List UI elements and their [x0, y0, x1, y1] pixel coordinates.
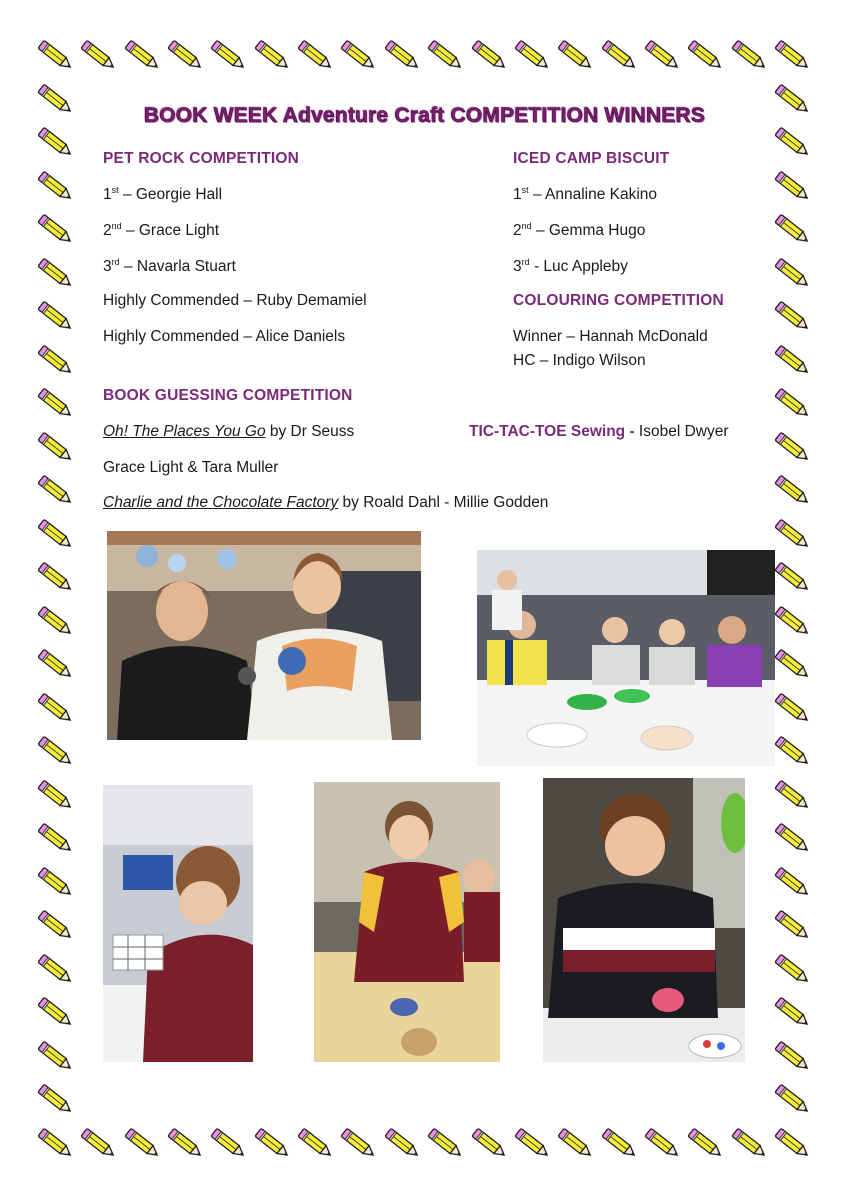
- pencil-icon: [121, 34, 165, 78]
- pencil-icon: [424, 1122, 468, 1166]
- photo-rock-painting-student: [543, 778, 745, 1062]
- pencil-icon: [294, 34, 338, 78]
- pencil-icon: [34, 948, 78, 992]
- pencil-icon: [771, 904, 815, 948]
- pencil-icon: [34, 991, 78, 1035]
- pencil-icon: [34, 469, 78, 513]
- tictactoe-entry: TIC-TAC-TOE Sewing - Isobel Dwyer: [469, 423, 729, 440]
- pencil-icon: [337, 1122, 381, 1166]
- pencil-icon: [34, 165, 78, 209]
- pencil-icon: [251, 34, 295, 78]
- book-guessing-winners-1: Grace Light & Tara Muller: [103, 459, 279, 476]
- pencil-icon: [771, 513, 815, 557]
- pencil-icon: [771, 469, 815, 513]
- pencil-icon: [641, 1122, 685, 1166]
- pencil-icon: [34, 861, 78, 905]
- pencil-icon: [34, 513, 78, 557]
- pencil-icon: [771, 600, 815, 644]
- colouring-heading: COLOURING COMPETITION: [513, 292, 724, 309]
- pencil-icon: [771, 948, 815, 992]
- pencil-icon: [34, 34, 78, 78]
- pencil-icon: [337, 34, 381, 78]
- pencil-icon: [771, 1122, 815, 1166]
- pencil-icon: [34, 1078, 78, 1122]
- pencil-icon: [771, 295, 815, 339]
- pencil-icon: [771, 774, 815, 818]
- pencil-icon: [554, 34, 598, 78]
- pencil-icon: [771, 643, 815, 687]
- pencil-icon: [34, 556, 78, 600]
- pencil-icon: [207, 34, 251, 78]
- pencil-icon: [598, 34, 642, 78]
- pencil-icon: [771, 382, 815, 426]
- pencil-icon: [771, 817, 815, 861]
- pencil-icon: [598, 1122, 642, 1166]
- pencil-icon: [511, 34, 555, 78]
- pet-rock-second: 2nd – Grace Light: [103, 221, 219, 239]
- pencil-icon: [34, 252, 78, 296]
- photo-biscuit-decorating: [477, 550, 775, 766]
- book-title: Oh! The Places You Go: [103, 423, 266, 440]
- pencil-icon: [34, 687, 78, 731]
- iced-biscuit-first: 1st – Annaline Kakino: [513, 185, 658, 203]
- pencil-icon: [34, 643, 78, 687]
- iced-biscuit-second: 2nd – Gemma Hugo: [513, 221, 646, 239]
- pencil-icon: [771, 556, 815, 600]
- pencil-icon: [771, 861, 815, 905]
- pencil-icon: [164, 1122, 208, 1166]
- pencil-icon: [294, 1122, 338, 1166]
- pencil-icon: [771, 252, 815, 296]
- pencil-icon: [771, 34, 815, 78]
- pencil-icon: [468, 34, 512, 78]
- book-guessing-heading: BOOK GUESSING COMPETITION: [103, 387, 353, 404]
- pencil-icon: [34, 1122, 78, 1166]
- pencil-icon: [34, 730, 78, 774]
- pencil-icon: [34, 208, 78, 252]
- pencil-icon: [121, 1122, 165, 1166]
- pet-rock-hc1: Highly Commended – Ruby Demamiel: [103, 292, 367, 309]
- pencil-icon: [771, 687, 815, 731]
- book-guessing-entry-2: Charlie and the Chocolate Factory by Roald Dahl - Millie Godden: [103, 494, 549, 511]
- pencil-icon: [771, 1035, 815, 1079]
- page-title: BOOK WEEK Adventure Craft COMPETITION WINNERS: [143, 104, 706, 127]
- book-title: Charlie and the Chocolate Factory: [103, 494, 339, 511]
- pencil-icon: [77, 34, 121, 78]
- book-guessing-entry-1: Oh! The Places You Go by Dr Seuss: [103, 423, 355, 440]
- pencil-icon: [684, 34, 728, 78]
- pencil-icon: [34, 774, 78, 818]
- pencil-icon: [771, 426, 815, 470]
- pencil-icon: [771, 730, 815, 774]
- pencil-icon: [554, 1122, 598, 1166]
- pencil-icon: [34, 904, 78, 948]
- photo-pet-rock-winners: [107, 531, 421, 740]
- pencil-icon: [381, 1122, 425, 1166]
- pet-rock-first: 1st – Georgie Hall: [103, 185, 223, 203]
- pencil-icon: [207, 1122, 251, 1166]
- pencil-icon: [641, 34, 685, 78]
- pencil-icon: [381, 34, 425, 78]
- pencil-icon: [34, 382, 78, 426]
- pencil-icon: [34, 817, 78, 861]
- pencil-icon: [424, 34, 468, 78]
- pencil-icon: [771, 208, 815, 252]
- pencil-icon: [684, 1122, 728, 1166]
- pencil-icon: [34, 1035, 78, 1079]
- pencil-icon: [511, 1122, 555, 1166]
- pencil-icon: [728, 1122, 772, 1166]
- pencil-icon: [771, 165, 815, 209]
- pencil-icon: [164, 34, 208, 78]
- pencil-icon: [251, 1122, 295, 1166]
- pencil-icon: [771, 339, 815, 383]
- photo-tictactoe-sewing: [103, 785, 253, 1062]
- photo-pet-rock-painting: [314, 782, 500, 1062]
- colouring-winner: Winner – Hannah McDonald: [513, 328, 708, 345]
- colouring-hc: HC – Indigo Wilson: [513, 352, 646, 369]
- pencil-icon: [34, 339, 78, 383]
- pencil-icon: [34, 295, 78, 339]
- pencil-icon: [468, 1122, 512, 1166]
- pencil-icon: [771, 991, 815, 1035]
- pencil-icon: [34, 600, 78, 644]
- iced-biscuit-third: 3rd - Luc Appleby: [513, 257, 628, 275]
- pet-rock-third: 3rd – Navarla Stuart: [103, 257, 236, 275]
- pencil-icon: [77, 1122, 121, 1166]
- pet-rock-hc2: Highly Commended – Alice Daniels: [103, 328, 346, 345]
- pencil-icon: [728, 34, 772, 78]
- pencil-icon: [771, 1078, 815, 1122]
- iced-biscuit-heading: ICED CAMP BISCUIT: [513, 150, 670, 167]
- pet-rock-heading: PET ROCK COMPETITION: [103, 150, 300, 167]
- pencil-icon: [34, 426, 78, 470]
